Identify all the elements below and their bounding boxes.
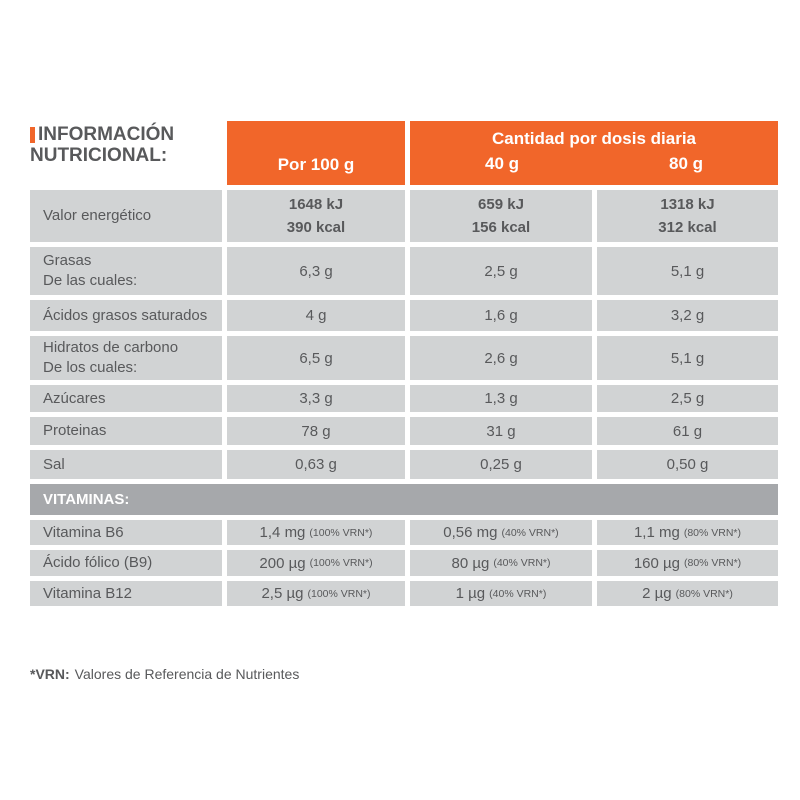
title-text-1: INFORMACIÓN xyxy=(38,124,175,145)
header-per-100g: Por 100 g xyxy=(227,121,405,185)
header-dose-40g: 40 g xyxy=(484,154,520,173)
vrn-percentage: (100% VRN*) xyxy=(309,557,373,569)
header-dose-columns xyxy=(410,154,778,174)
energy-kcal: 312 kcal xyxy=(658,219,717,236)
value-vitamin-b6-40g xyxy=(410,520,592,545)
row-label-protein: Proteinas xyxy=(30,417,222,445)
value-vitamin-b12-per-100g xyxy=(227,581,405,606)
value-vitamin-b6-per-100g xyxy=(227,520,405,545)
value-protein-40g: 31 g xyxy=(410,417,592,445)
value-folic-acid-per-100g xyxy=(227,550,405,576)
title-line-1 xyxy=(30,124,222,145)
title-accent-bar xyxy=(30,127,35,143)
value-energy-per-100g xyxy=(227,190,405,242)
value-folic-acid-80g xyxy=(597,550,778,576)
value-carbohydrates-40g: 2,6 g xyxy=(410,336,592,380)
vrn-percentage: (40% VRN*) xyxy=(489,587,547,600)
row-label-fat xyxy=(30,247,222,295)
row-label-carbohydrates xyxy=(30,336,222,380)
value-protein-per-100g: 78 g xyxy=(227,417,405,445)
energy-kj: 659 kJ xyxy=(478,196,524,213)
value-sugars-40g: 1,3 g xyxy=(410,385,592,412)
row-label-folic-acid: Ácido fólico (B9) xyxy=(30,550,222,576)
row-label-energy: Valor energético xyxy=(30,190,222,242)
row-label-sugars: Azúcares xyxy=(30,385,222,412)
value-salt-80g: 0,50 g xyxy=(597,450,778,479)
vitamin-amount: 2,5 µg xyxy=(261,585,304,602)
vrn-percentage: (80% VRN*) xyxy=(684,557,742,569)
row-sublabel-text: De las cuales: xyxy=(43,272,138,289)
value-salt-40g: 0,25 g xyxy=(410,450,592,479)
vitamin-amount: 1,4 mg xyxy=(259,524,306,541)
row-label-vitamin-b6: Vitamina B6 xyxy=(30,520,222,545)
vrn-percentage: (40% VRN*) xyxy=(501,526,559,539)
vitamin-amount: 2 µg xyxy=(642,585,672,602)
row-label-text: Grasas xyxy=(43,252,92,269)
energy-kj: 1318 kJ xyxy=(660,196,715,213)
row-label-salt: Sal xyxy=(30,450,222,479)
value-vitamin-b12-40g xyxy=(410,581,592,606)
value-vitamin-b12-80g xyxy=(597,581,778,606)
value-fat-40g: 2,5 g xyxy=(410,247,592,295)
header-daily-dose-title: Cantidad por dosis diaria xyxy=(491,129,697,148)
nutrition-info-title xyxy=(30,121,222,185)
energy-kj: 1648 kJ xyxy=(288,196,344,213)
energy-kcal: 390 kcal xyxy=(286,219,346,236)
vitamin-amount: 200 µg xyxy=(259,554,306,572)
value-energy-40g xyxy=(410,190,592,242)
value-sugars-per-100g: 3,3 g xyxy=(227,385,405,412)
value-folic-acid-40g xyxy=(410,550,592,576)
value-salt-per-100g: 0,63 g xyxy=(227,450,405,479)
header-daily-dose xyxy=(410,121,778,185)
vrn-footnote xyxy=(30,666,299,682)
row-label-vitamin-b12: Vitamina B12 xyxy=(30,581,222,606)
row-label-saturated-fat: Ácidos grasos saturados xyxy=(30,300,222,331)
value-energy-80g xyxy=(597,190,778,242)
vrn-footnote-prefix: *VRN: xyxy=(30,666,70,682)
value-carbohydrates-80g: 5,1 g xyxy=(597,336,778,380)
row-label-text: Hidratos de carbono xyxy=(43,339,179,356)
vitamin-amount: 80 µg xyxy=(451,554,490,572)
vrn-percentage: (40% VRN*) xyxy=(493,557,551,569)
value-sugars-80g: 2,5 g xyxy=(597,385,778,412)
value-saturated-fat-80g: 3,2 g xyxy=(597,300,778,331)
vitamins-section-header: VITAMINAS: xyxy=(30,484,778,515)
vitamin-amount: 1 µg xyxy=(455,585,486,602)
value-protein-80g: 61 g xyxy=(597,417,778,445)
vrn-percentage: (100% VRN*) xyxy=(309,526,373,539)
vitamin-amount: 0,56 mg xyxy=(443,524,498,541)
value-vitamin-b6-80g xyxy=(597,520,778,545)
nutrition-table xyxy=(30,121,778,606)
value-carbohydrates-per-100g: 6,5 g xyxy=(227,336,405,380)
energy-kcal: 156 kcal xyxy=(471,219,531,236)
header-dose-80g: 80 g xyxy=(668,154,704,173)
value-saturated-fat-per-100g: 4 g xyxy=(227,300,405,331)
vrn-footnote-text: Valores de Referencia de Nutrientes xyxy=(74,666,300,682)
row-sublabel-text: De los cuales: xyxy=(43,359,138,376)
value-fat-80g: 5,1 g xyxy=(597,247,778,295)
vrn-percentage: (80% VRN*) xyxy=(683,526,742,539)
vitamin-amount: 1,1 mg xyxy=(633,524,680,541)
title-text-2: NUTRICIONAL: xyxy=(30,145,168,166)
value-saturated-fat-40g: 1,6 g xyxy=(410,300,592,331)
value-fat-per-100g: 6,3 g xyxy=(227,247,405,295)
vrn-percentage: (80% VRN*) xyxy=(675,587,733,600)
vitamin-amount: 160 µg xyxy=(633,554,680,572)
vrn-percentage: (100% VRN*) xyxy=(307,587,371,600)
